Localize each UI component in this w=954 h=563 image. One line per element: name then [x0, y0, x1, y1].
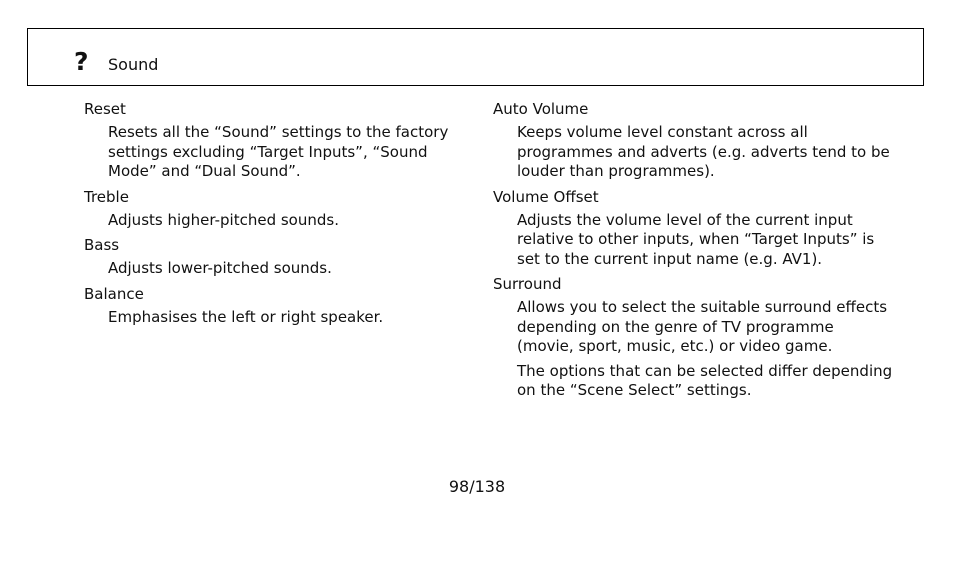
- definition-item-surround: [493, 274, 893, 401]
- term-label: Surround: [493, 275, 562, 293]
- term-label: Balance: [84, 284, 144, 303]
- term-label: Volume Offset: [493, 187, 599, 206]
- definition-item-balance: [84, 284, 464, 328]
- term-description: Adjusts lower-pitched sounds.: [108, 259, 332, 277]
- help-icon[interactable]: ?: [74, 47, 89, 76]
- page-number: 98/138: [448, 477, 506, 496]
- term-label: Bass: [84, 236, 120, 254]
- term-description: Resets all the “Sound” settings to the factory settings excluding “Target Inputs”, “Sound Mode” and “Dual Sound”.: [108, 123, 449, 180]
- definition-item-treble: [84, 187, 464, 231]
- term-label: Reset: [84, 100, 126, 118]
- definition-item-bass: [84, 235, 464, 279]
- term-description: Allows you to select the suitable surround effects depending on the genre of TV programme (movie, sport, music, etc.) or video game.: [517, 298, 888, 355]
- term-description-note: The options that can be selected differ depending on the “Scene Select” settings.: [517, 361, 893, 399]
- section-title: Sound: [108, 55, 159, 74]
- right-column: [493, 99, 893, 406]
- term-label: Treble: [84, 187, 129, 206]
- term-label: Auto Volume: [493, 100, 589, 118]
- term-description: Emphasises the left or right speaker.: [108, 307, 384, 326]
- definition-item-volume-offset: [493, 187, 893, 270]
- term-description: Adjusts the volume level of the current input relative to other inputs, when “Target Inputs” is set to the current input name (e.g. AV1).: [517, 210, 875, 268]
- definition-item-reset: [84, 99, 464, 182]
- term-description: Adjusts higher-pitched sounds.: [108, 210, 339, 229]
- left-column: [84, 99, 464, 332]
- page-header: [27, 28, 924, 86]
- term-description: Keeps volume level constant across all programmes and adverts (e.g. adverts tend to be louder than programmes).: [517, 123, 890, 180]
- definition-item-auto-volume: [493, 99, 893, 182]
